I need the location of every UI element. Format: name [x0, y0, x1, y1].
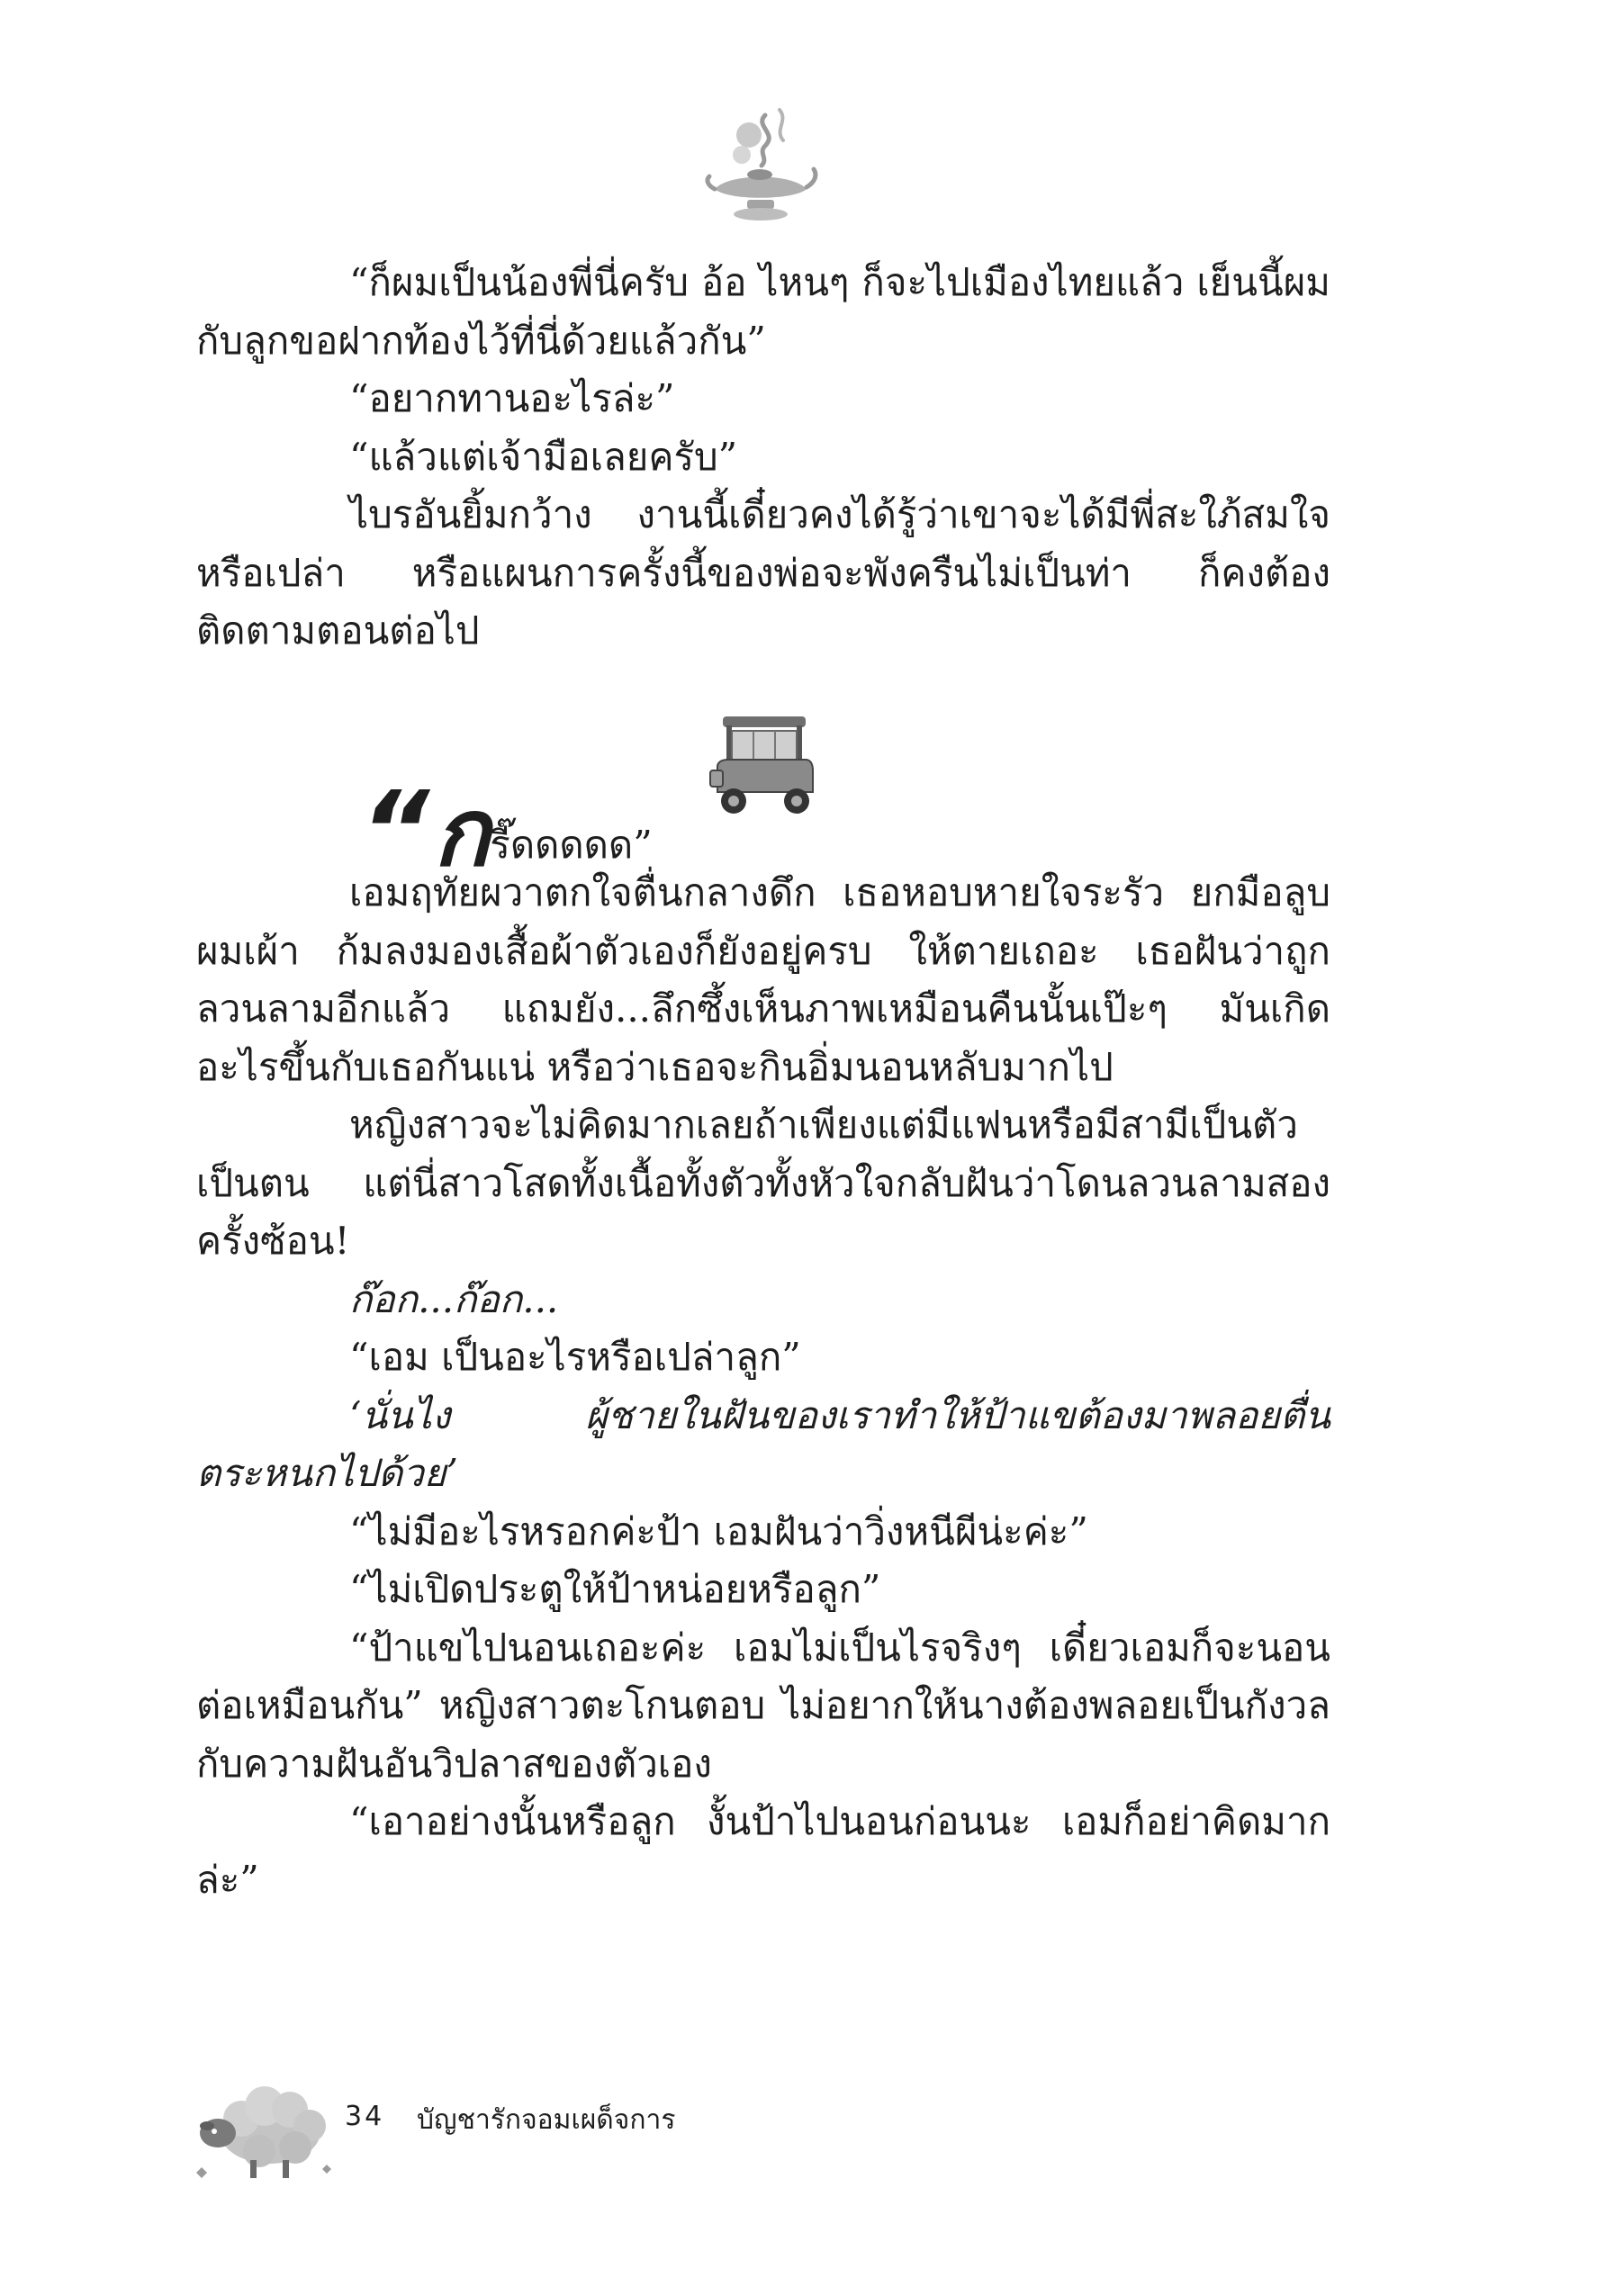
- paragraph: ไบรอันยิ้มกว้าง งานนี้เดี๋ยวคงได้รู้ว่าเขาจะได้มีพี่สะใภ้สมใจหรือเปล่า หรือแผนการครั้งนี้ของพ่อจะพังครืนไม่เป็นท่า ก็คงต้องติดตามตอนต่อไป: [196, 492, 1330, 653]
- sheep-icon: [187, 2061, 340, 2187]
- drop-cap-rest: รี๊ดดดดด”: [490, 823, 653, 867]
- paragraph: “ป้าแขไปนอนเถอะค่ะ เอมไม่เป็นไรจริงๆ เดี๋ยวเอมก็จะนอนต่อเหมือนกัน” หญิงสาวตะโกนตอบ ไม่อยากให้นางต้องพลอยเป็นกังวลกับความฝันอันวิปลาสของตัวเอง: [196, 1625, 1330, 1786]
- tuk-tuk-icon: [707, 711, 819, 824]
- drop-cap-letter: ก: [433, 778, 491, 887]
- book-title: บัญชารักจอมเผด็จการ: [417, 2104, 676, 2136]
- paragraph: “ไม่มีอะไรหรอกค่ะป้า เอมฝันว่าวิ่งหนีผีน่ะค่ะ”: [349, 1508, 1088, 1553]
- paragraph: “ก็ผมเป็นน้องพี่นี่ครับ อ้อ ไหนๆ ก็จะไปเมืองไทยแล้ว เย็นนี้ผมกับลูกขอฝากท้องไว้ที่นี่ด้วยแล้วกัน”: [196, 260, 1330, 363]
- magic-lamp-icon: [702, 99, 819, 234]
- paragraph: “ไม่เปิดประตูให้ป้าหน่อยหรือลูก”: [349, 1567, 881, 1611]
- paragraph: “เอม เป็นอะไรหรือเปล่าลูก”: [349, 1335, 801, 1379]
- paragraph: “อยากทานอะไรล่ะ”: [349, 376, 675, 420]
- paragraph: หญิงสาวจะไม่คิดมากเลยถ้าเพียงแต่มีแฟนหรือมีสามีเป็นตัวเป็นตน แต่นี่สาวโสดทั้งเนื้อทั้งตัวทั้งหัวใจกลับฝันว่าโดนลวนลามสองครั้งซ้อน!: [196, 1103, 1330, 1263]
- text-block-top: [196, 254, 1330, 661]
- paragraph: “แล้วแต่เจ้ามือเลยครับ”: [349, 434, 738, 479]
- text-block-bottom: [196, 864, 1330, 1909]
- page-footer: [187, 2061, 817, 2196]
- paragraph: ‘นั่นไง ผู้ชายในฝันของเราทำให้ป้าแขต้องมาพลอยตื่นตระหนกไปด้วย’: [196, 1392, 1330, 1495]
- page-number: 34: [345, 2101, 385, 2132]
- paragraph: ก๊อก...ก๊อก...: [349, 1276, 559, 1321]
- drop-cap-quote: “: [360, 770, 430, 895]
- paragraph: “เอาอย่างนั้นหรือลูก งั้นป้าไปนอนก่อนนะ เอมก็อย่าคิดมากล่ะ”: [196, 1799, 1330, 1902]
- paragraph: เอมฤทัยผวาตกใจตื่นกลางดึก เธอหอบหายใจระรัว ยกมือลูบผมเผ้า ก้มลงมองเสื้อผ้าตัวเองก็ยังอยู่ครบ ให้ตายเถอะ เธอฝันว่าถูกลวนลามอีกแล้ว แถมยัง...ลึกซึ้งเห็นภาพเหมือนคืนนั้นเป๊ะๆ มันเกิดอะไรขึ้นกับเธอกันแน่ หรือว่าเธอจะกินอิ่มนอนหลับมากไป: [196, 870, 1330, 1089]
